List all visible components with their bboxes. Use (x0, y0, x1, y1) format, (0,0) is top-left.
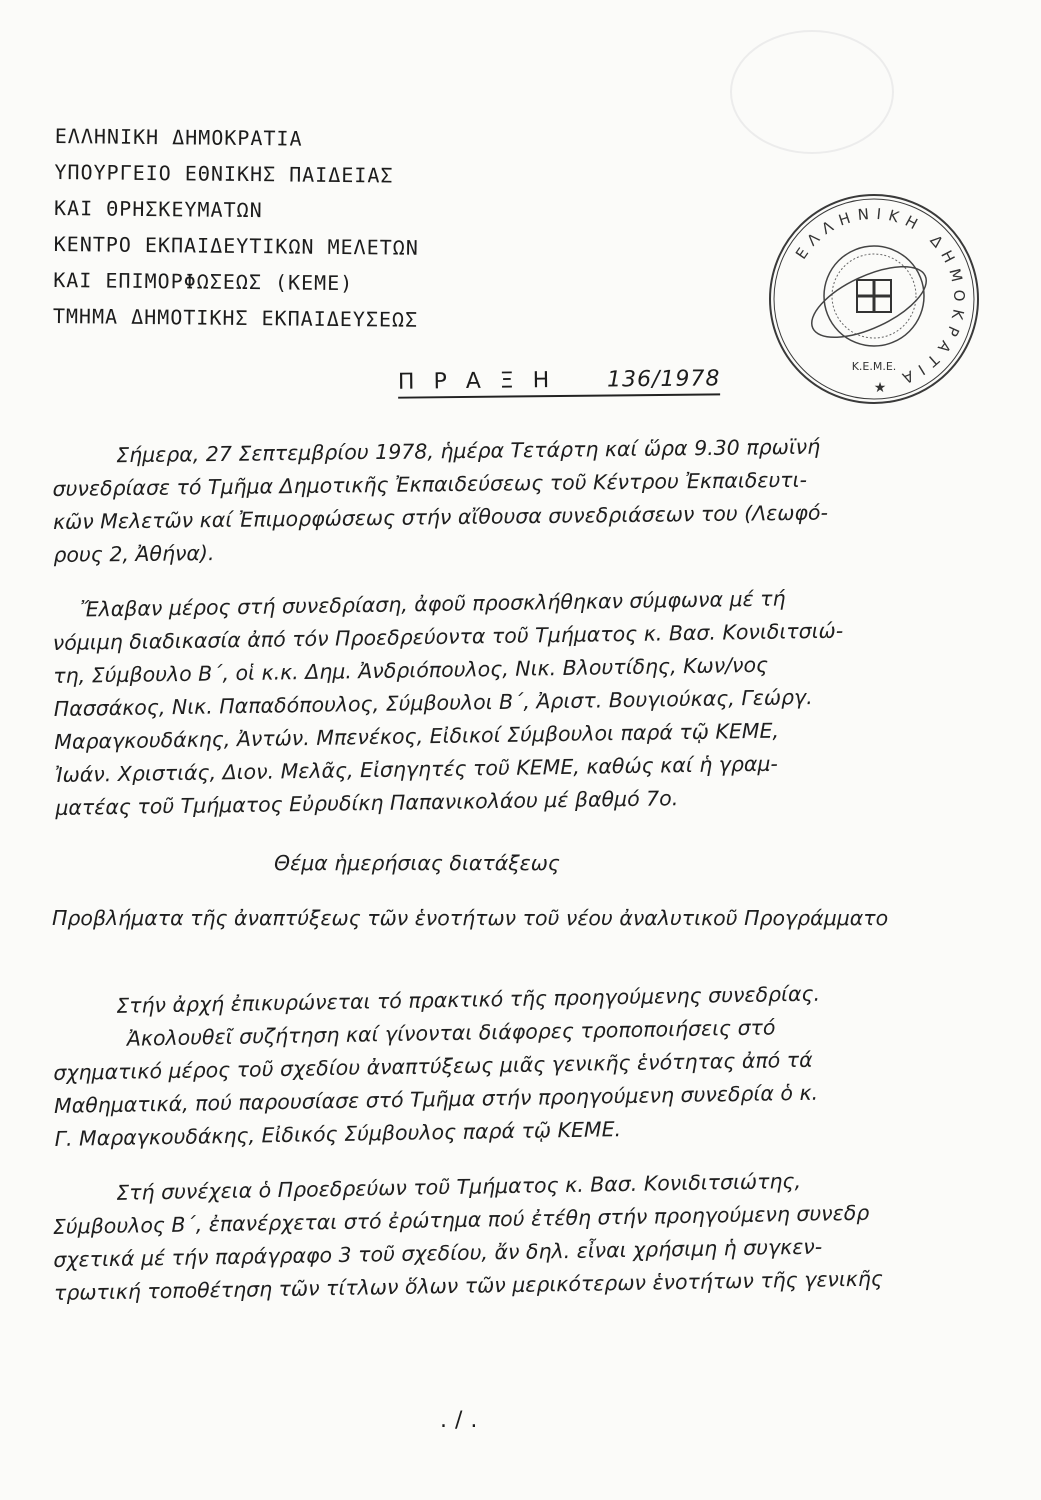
text-line: Σύμβουλος Β΄, ἐπανέρχεται στό ἐρώτημα πού ἐτέθη στήν προηγούμενη συνεδρ (52, 1200, 870, 1239)
text-line: νόμιμη διαδικασία ἀπό τόν Προεδρεύοντα τοῦ Τμήματος κ. Βασ. Κονιδιτσιώ- (52, 618, 844, 655)
text-line: Μαραγκουδάκης, Ἀντών. Μπενέκος, Εἰδικοί Σύμβουλοι παρά τῷ ΚΕΜΕ, (54, 718, 780, 754)
text-line: Ἀκολουθεῖ συζήτηση καί γίνονται διάφορες τροποποιήσεις στό (126, 1015, 776, 1051)
text-line: Ἰωάν. Χριστιάς, Διον. Μελᾶς, Εἰσηγητές τοῦ ΚΕΜΕ, καθώς καί ἡ γραμ- (54, 751, 779, 787)
letterhead-line: ΚΕΝΤΡΟ ΕΚΠΑΙΔΕΥΤΙΚΩΝ ΜΕΛΕΤΩΝ (53, 231, 419, 260)
minutes-title-label: Π Ρ Α Ξ Η (397, 368, 556, 395)
agenda-item: Προβλήματα τῆς ἀναπτύξεως τῶν ἑνοτήτων τοῦ νέου ἀναλυτικοῦ Προγράμματο (52, 906, 889, 930)
seal-star-icon: ★ (873, 380, 887, 396)
seal-ring-text: ΕΛΛΗΝΙΚΗ ΔΗΜΟΚΡΑΤΙΑ (792, 204, 969, 390)
agenda-heading: Θέμα ἡμερήσιας διατάξεως (274, 851, 560, 875)
text-line: Σήμερα, 27 Σεπτεμβρίου 1978, ἡμέρα Τετάρτη καί ὥρα 9.30 πρωϊνή (116, 434, 821, 468)
bleed-through-stamp (730, 30, 894, 154)
text-line: Πασσάκος, Νικ. Παπαδόπουλος, Σύμβουλοι Β΄, Ἀριστ. Βουγιούκας, Γεώργ. (53, 685, 813, 721)
text-line: συνεδρίασε τό Τμῆμα Δημοτικῆς Ἐκπαιδεύσεως τοῦ Κέντρου Ἐκπαιδευτι- (52, 467, 808, 501)
official-seal-stamp (765, 190, 983, 408)
paragraph-question (52, 1161, 1041, 1310)
continuation-mark: ./. (440, 1408, 486, 1433)
text-line: Γ. Μαραγκουδάκης, Εἰδικός Σύμβουλος παρά τῷ ΚΕΜΕ. (54, 1117, 622, 1151)
letterhead (53, 118, 420, 338)
paragraph-opening (52, 428, 1041, 572)
text-line: ρους 2, Ἀθήνα). (53, 541, 215, 567)
paragraph-discussion (52, 974, 1041, 1156)
letterhead-line: ΚΑΙ ΕΠΙΜΟΡΦΩΣΕΩΣ (ΚΕΜΕ) (53, 267, 354, 296)
text-line: Ἔλαβαν μέρος στή συνεδρίαση, ἀφοῦ προσκλήθηκαν σύμφωνα μέ τή (80, 586, 786, 622)
letterhead-line: ΥΠΟΥΡΓΕΙΟ ΕΘΝΙΚΗΣ ΠΑΙΔΕΙΑΣ (54, 159, 394, 188)
text-line: Στήν ἀρχή ἐπικυρώνεται τό πρακτικό τῆς προηγούμενης συνεδρίας. (116, 981, 821, 1018)
letterhead-line: ΚΑΙ ΘΡΗΣΚΕΥΜΑΤΩΝ (53, 195, 263, 223)
paragraph-attendees (52, 578, 1041, 825)
text-line: σχετικά μέ τήν παράγραφο 3 τοῦ σχεδίου, ἄν δηλ. εἶναι χρήσιμη ἡ συγκεν- (53, 1234, 823, 1272)
letterhead-line: ΤΜΗΜΑ ΔΗΜΟΤΙΚΗΣ ΕΚΠΑΙΔΕΥΣΕΩΣ (52, 303, 419, 332)
text-line: κῶν Μελετῶν καί Ἐπιμορφώσεως στήν αἴθουσα συνεδριάσεων του (Λεωφό- (52, 500, 829, 534)
minutes-body (52, 434, 1041, 1310)
text-line: Στή συνέχεια ὁ Προεδρεύων τοῦ Τμήματος κ. Βασ. Κονιδιτσιώτης, (116, 1168, 802, 1205)
text-line: ματέας τοῦ Τμήματος Εὐρυδίκη Παπανικολάου μέ βαθμό 7ο. (55, 786, 679, 820)
text-line: Μαθηματικά, πού παρουσίασε στό Τμῆμα στήν προηγούμενη συνεδρία ὁ κ. (53, 1080, 819, 1118)
text-line: τρωτική τοποθέτηση τῶν τίτλων ὅλων τῶν μερικότερων ἑνοτήτων τῆς γενικῆς (53, 1266, 884, 1305)
seal-bottom-text: Κ.Ε.Μ.Ε. (851, 360, 897, 373)
minutes-number: 136/1978 (606, 366, 721, 393)
minutes-title (398, 366, 721, 398)
text-line: τη, Σύμβουλο Β΄, οἱ κ.κ. Δημ. Ἀνδριόπουλος, Νικ. Βλουτίδης, Κων/νος (53, 652, 769, 688)
letterhead-line: ΕΛΛΗΝΙΚΗ ΔΗΜΟΚΡΑΤΙΑ (54, 123, 303, 151)
text-line: σχηματικό μέρος τοῦ σχεδίου ἀναπτύξεως μιᾶς γενικῆς ἑνότητας ἀπό τά (53, 1047, 813, 1085)
